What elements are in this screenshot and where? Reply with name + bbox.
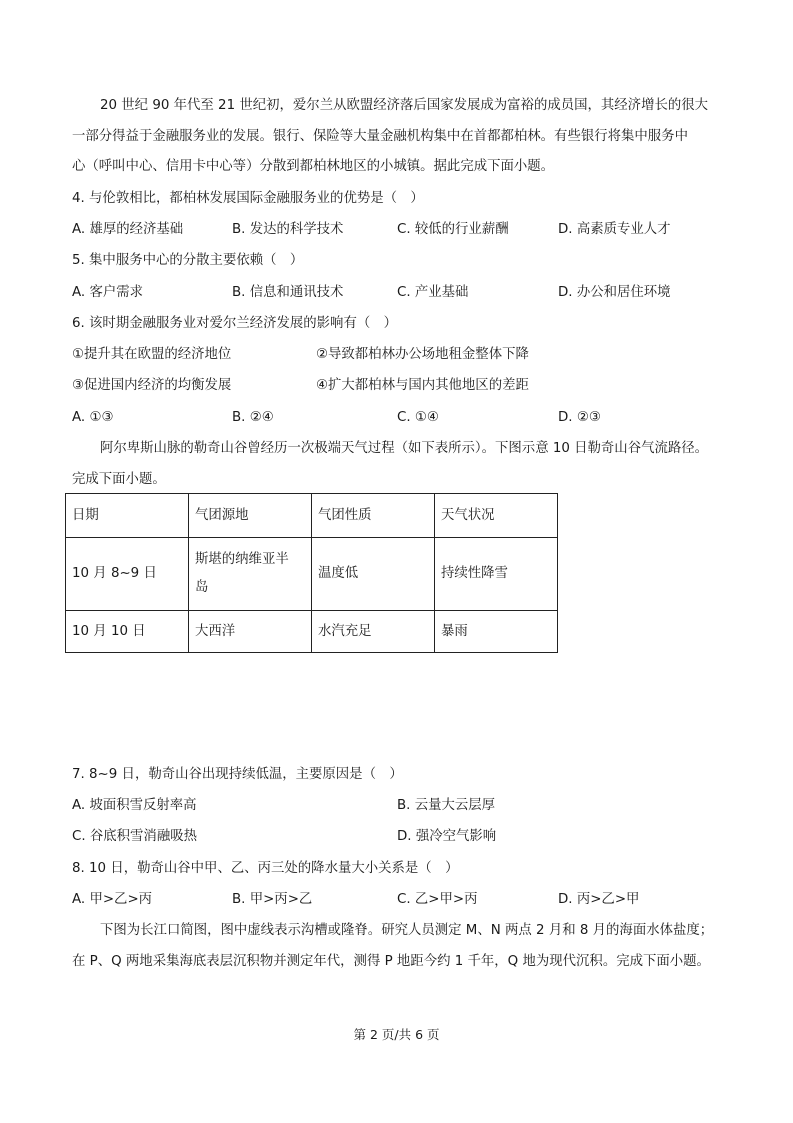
- question-5-options: [72, 284, 732, 302]
- page-footer: 第 2 页/共 6 页: [353, 1027, 440, 1042]
- table-row: [66, 538, 558, 611]
- option-c[interactable]: C. 乙>甲>丙: [397, 892, 478, 907]
- table-header-cell: 气团性质: [312, 494, 435, 538]
- table-header-cell: 日期: [66, 494, 189, 538]
- option-b[interactable]: B. 发达的科学技术: [232, 222, 344, 237]
- table-cell-nature: 水汽充足: [312, 611, 435, 653]
- option-b[interactable]: B. 甲>丙>乙: [232, 892, 313, 907]
- option-d[interactable]: D. 办公和居住环境: [558, 285, 671, 300]
- option-d[interactable]: D. 丙>乙>甲: [558, 892, 640, 907]
- passage-3-line-1: 下图为长江口简图，图中虚线表示沟槽或隆脊。研究人员测定 M、N 两点 2 月和 8 月的海面水体盐度；: [100, 923, 714, 938]
- table-cell-source: [189, 538, 312, 611]
- option-d[interactable]: D. 高素质专业人才: [558, 222, 671, 237]
- statement-1: ①提升其在欧盟的经济地位: [72, 347, 232, 362]
- option-a[interactable]: A. 甲>乙>丙: [72, 892, 153, 907]
- option-b[interactable]: B. ②④: [232, 410, 274, 425]
- question-8-stem: 8. 10 日，勒奇山谷中甲、乙、丙三处的降水量大小关系是（ ）: [72, 861, 459, 876]
- source-line-2: 岛: [195, 580, 209, 595]
- table-cell-nature: 温度低: [312, 538, 435, 611]
- weather-table: [65, 493, 558, 653]
- option-b[interactable]: B. 信息和通讯技术: [232, 285, 344, 300]
- passage-1-line-1: 20 世纪 90 年代至 21 世纪初，爱尔兰从欧盟经济落后国家发展成为富裕的成员国，其经济增长的很大: [100, 98, 709, 113]
- table-cell-date: 10 月 8~9 日: [66, 538, 189, 611]
- table-cell-weather: 暴雨: [435, 611, 558, 653]
- option-a[interactable]: A. 坡面积雪反射率高: [72, 798, 197, 813]
- table-header-cell: 天气状况: [435, 494, 558, 538]
- passage-3-line-2: 在 P、Q 两地采集海底表层沉积物并测定年代，测得 P 地距今约 1 千年，Q 地为现代沉积。完成下面小题。: [72, 954, 710, 969]
- option-d[interactable]: D. ②③: [558, 410, 601, 425]
- source-line-1: 斯堪的纳维亚半: [195, 552, 289, 567]
- statement-3: ③促进国内经济的均衡发展: [72, 378, 232, 393]
- table-cell-weather: 持续性降雪: [435, 538, 558, 611]
- option-c[interactable]: C. 较低的行业薪酬: [397, 222, 509, 237]
- option-a[interactable]: A. 客户需求: [72, 285, 143, 300]
- question-5-stem: 5. 集中服务中心的分散主要依赖（ ）: [72, 253, 304, 268]
- question-7-stem: 7. 8~9 日，勒奇山谷出现持续低温，主要原因是（ ）: [72, 767, 403, 782]
- question-6-options: [72, 409, 732, 427]
- table-header-row: [66, 494, 558, 538]
- question-4-stem: 4. 与伦敦相比，都柏林发展国际金融服务业的优势是（ ）: [72, 191, 424, 206]
- passage-1-line-2: 一部分得益于金融服务业的发展。银行、保险等大量金融机构集中在首都都柏林。有些银行将集中服务中: [72, 129, 688, 144]
- statement-2: ②导致都柏林办公场地租金整体下降: [316, 347, 529, 362]
- passage-2-line-1: 阿尔卑斯山脉的勒奇山谷曾经历一次极端天气过程（如下表所示）。下图示意 10 日勒奇山谷气流路径。: [100, 441, 709, 456]
- option-a[interactable]: A. 雄厚的经济基础: [72, 222, 184, 237]
- option-d[interactable]: D. 强冷空气影响: [397, 829, 497, 844]
- option-a[interactable]: A. ①③: [72, 410, 114, 425]
- question-7-options: [72, 797, 732, 815]
- option-c[interactable]: C. 谷底积雪消融吸热: [72, 829, 197, 844]
- table-cell-source: 大西洋: [189, 611, 312, 653]
- option-c[interactable]: C. ①④: [397, 410, 439, 425]
- passage-2-line-2: 完成下面小题。: [72, 472, 166, 487]
- passage-1-line-3: 心（呼叫中心、信用卡中心等）分散到都柏林地区的小城镇。据此完成下面小题。: [72, 159, 555, 174]
- table-cell-date: 10 月 10 日: [66, 611, 189, 653]
- question-6-stem: 6. 该时期金融服务业对爱尔兰经济发展的影响有（ ）: [72, 316, 398, 331]
- question-7-options-row-2: [72, 828, 732, 846]
- statement-4: ④扩大都柏林与国内其他地区的差距: [316, 378, 529, 393]
- table-header-cell: 气团源地: [189, 494, 312, 538]
- option-b[interactable]: B. 云量大云层厚: [397, 798, 496, 813]
- question-8-options: [72, 891, 732, 909]
- option-c[interactable]: C. 产业基础: [397, 285, 469, 300]
- table-row: [66, 611, 558, 653]
- question-4-options: [72, 221, 732, 239]
